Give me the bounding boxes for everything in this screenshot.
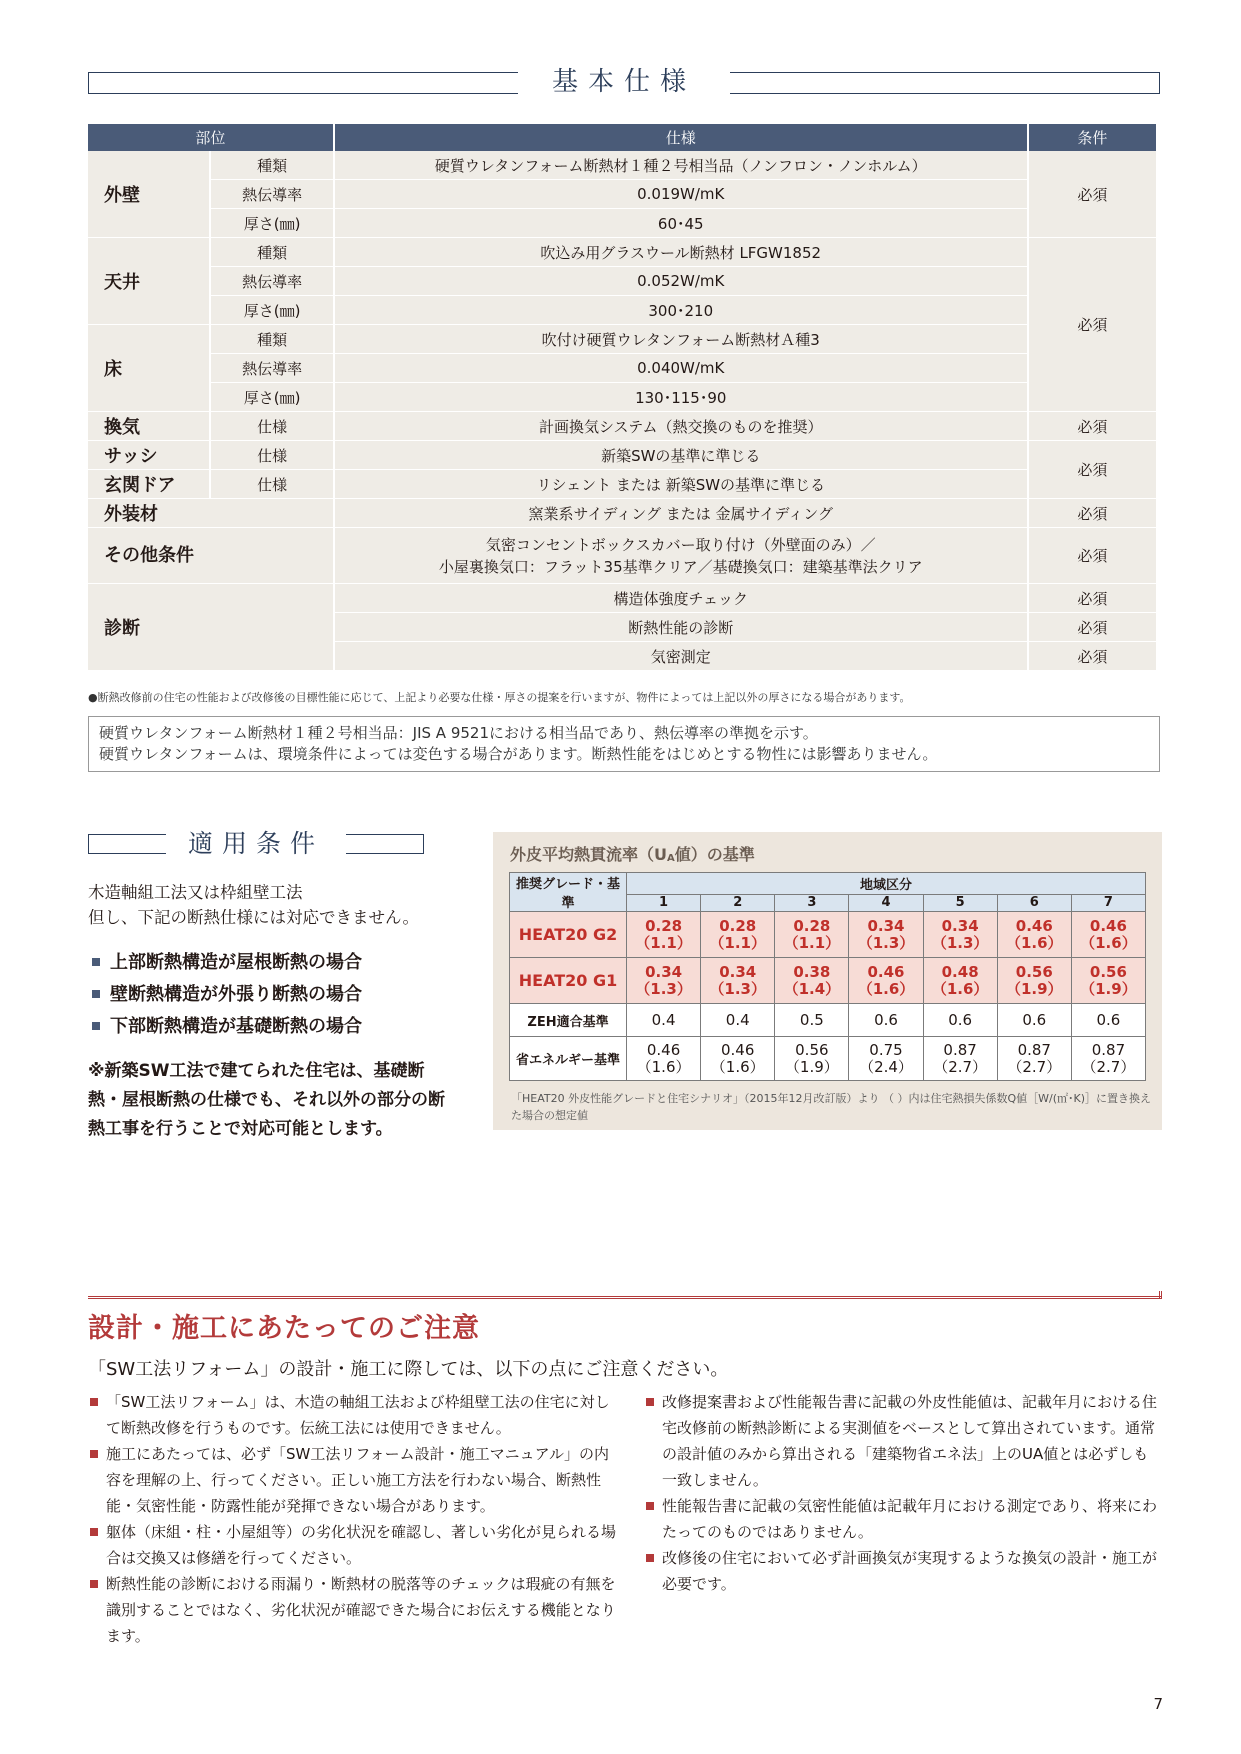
sub-label: 厚さ(㎜) bbox=[211, 383, 332, 412]
sub-label: 厚さ(㎜) bbox=[211, 209, 332, 238]
table-row bbox=[88, 584, 1156, 613]
list-item-text: 躯体（床組・柱・小屋組等）の劣化状況を確認し、著しい劣化が見られる場合は交換又は修繕を行ってください。 bbox=[106, 1523, 617, 1567]
ua-value: 0.4 bbox=[627, 1004, 701, 1037]
ua-q: （1.1） bbox=[635, 933, 692, 952]
spec-cell: 300･210 bbox=[335, 296, 1027, 325]
table-row bbox=[88, 325, 1156, 354]
req-cell: 必須 bbox=[1029, 441, 1156, 499]
spec-cell: 0.019W/mK bbox=[335, 180, 1027, 209]
region-cell: 7 bbox=[1071, 894, 1145, 911]
sub-label: 仕様 bbox=[211, 441, 332, 470]
part-floor: 床 bbox=[88, 325, 209, 412]
ua-q: （2.7） bbox=[933, 1057, 988, 1076]
ua-value: 0.56 bbox=[1015, 962, 1053, 981]
note-box bbox=[88, 716, 1160, 772]
table-row bbox=[88, 412, 1156, 441]
region-cell: 4 bbox=[849, 894, 923, 911]
ua-cell bbox=[627, 958, 701, 1004]
ua-row-g2 bbox=[510, 912, 1146, 958]
req-cell: 必須 bbox=[1029, 499, 1156, 528]
ua-value: 0.48 bbox=[941, 962, 979, 981]
conditions-list bbox=[88, 947, 448, 1043]
part-other: その他条件 bbox=[88, 528, 333, 584]
sub-label: 種類 bbox=[211, 238, 332, 267]
list-item-text: 改修提案書および性能報告書に記載の外皮性能値は、記載年月における住宅改修前の断熱診断による実測値をベースとして算出されています。通常の設計値のみから算出される「建築物省エネ法」上のUA値とは必ずしも一致しません。 bbox=[662, 1393, 1158, 1489]
ua-row-label: 省エネルギー基準 bbox=[510, 1037, 627, 1081]
list-item-text: 施工にあたっては、必ず「SW工法リフォーム設計・施工マニュアル」の内容を理解の上、行ってください。正しい施工方法を行わない場合、断熱性能・気密性能・防露性能が発揮できない場合があります。 bbox=[106, 1445, 610, 1515]
caution-title: 設計・施工にあたってのご注意 bbox=[88, 1313, 480, 1344]
ua-value: 0.46 bbox=[1015, 916, 1053, 935]
ua-cell bbox=[997, 958, 1071, 1004]
spec-cell: 60･45 bbox=[335, 209, 1027, 238]
ua-q: （1.3） bbox=[931, 933, 989, 952]
req-cell: 必須 bbox=[1029, 528, 1156, 584]
ua-row-energy bbox=[510, 1037, 1146, 1081]
ua-q: （1.9） bbox=[784, 1057, 839, 1076]
table-row bbox=[88, 296, 1156, 325]
ua-header-row bbox=[510, 873, 1146, 895]
list-item bbox=[644, 1493, 1162, 1545]
table-row bbox=[88, 499, 1156, 528]
ua-value: 0.28 bbox=[645, 916, 683, 935]
square-bullet-icon bbox=[92, 990, 100, 998]
part-diag: 診断 bbox=[88, 584, 333, 671]
spec-cell: リシェント または 新築SWの基準に準じる bbox=[335, 470, 1027, 499]
ua-row-label: HEAT20 G1 bbox=[510, 958, 627, 1004]
square-bullet-icon bbox=[646, 1398, 654, 1406]
ua-cell bbox=[701, 912, 775, 958]
ua-cell bbox=[701, 1037, 775, 1081]
table-row bbox=[88, 151, 1156, 180]
list-item bbox=[88, 1441, 618, 1519]
ua-row-label: HEAT20 G2 bbox=[510, 912, 627, 958]
ua-value: 0.46 bbox=[1089, 916, 1127, 935]
ua-value: 0.87 bbox=[1017, 1040, 1051, 1059]
ua-title bbox=[510, 842, 755, 865]
ua-q: （1.6） bbox=[1005, 933, 1063, 952]
part-outer-wall: 外壁 bbox=[88, 151, 209, 238]
ua-q: （1.4） bbox=[783, 979, 841, 998]
ua-value: 0.34 bbox=[719, 962, 757, 981]
ua-q: （1.9） bbox=[1080, 979, 1137, 998]
ua-cell bbox=[627, 1037, 701, 1081]
spec-cell: 硬質ウレタンフォーム断熱材１種２号相当品（ノンフロン・ノンホルム） bbox=[335, 151, 1027, 180]
ua-value: 0.46 bbox=[721, 1040, 755, 1059]
spec-cell: 130･115･90 bbox=[335, 383, 1027, 412]
part-sash: サッシ bbox=[88, 441, 209, 470]
spec-cell: 窯業系サイディング または 金属サイディング bbox=[335, 499, 1027, 528]
ua-value: 0.56 bbox=[795, 1040, 829, 1059]
ua-cell bbox=[1071, 1037, 1145, 1081]
table-row bbox=[88, 383, 1156, 412]
section-title-text: 基本仕様 bbox=[518, 62, 730, 102]
ua-cell bbox=[775, 912, 849, 958]
conditions-line: 但し、下記の断熱仕様には対応できません。 bbox=[88, 908, 419, 927]
ua-q: （1.6） bbox=[636, 1057, 691, 1076]
square-bullet-icon bbox=[92, 1022, 100, 1030]
ua-source-note: 「HEAT20 外皮性能グレードと住宅シナリオ」（2015年12月改訂版）より （ ）内は住宅熱損失係数Q値［W/(㎡･K)］に置き換えた場合の想定値 bbox=[511, 1092, 1152, 1122]
list-item-text: 壁断熱構造が外張り断熱の場合 bbox=[110, 984, 362, 1005]
region-cell: 6 bbox=[997, 894, 1071, 911]
table-row bbox=[88, 238, 1156, 267]
page-number: 7 bbox=[1153, 1695, 1163, 1713]
table-row bbox=[88, 528, 1156, 584]
note-line: 硬質ウレタンフォームは、環境条件によっては変色する場合があります。断熱性能をはじめとする物性には影響ありません。 bbox=[99, 745, 938, 763]
table-row bbox=[88, 470, 1156, 499]
ua-cell bbox=[627, 912, 701, 958]
header-part: 部位 bbox=[88, 124, 333, 151]
part-exterior: 外装材 bbox=[88, 499, 333, 528]
spec-cell: 吹込み用グラスウール断熱材 LFGW1852 bbox=[335, 238, 1027, 267]
sub-label: 種類 bbox=[211, 151, 332, 180]
list-item bbox=[88, 979, 448, 1011]
ua-value: 0.38 bbox=[793, 962, 831, 981]
ua-value: 0.6 bbox=[1071, 1004, 1145, 1037]
spec-cell: 0.040W/mK bbox=[335, 354, 1027, 383]
table-row bbox=[88, 180, 1156, 209]
ua-value: 0.6 bbox=[849, 1004, 923, 1037]
list-item-text: 断熱性能の診断における雨漏り・断熱材の脱落等のチェックは瑕疵の有無を識別することではなく、劣化状況が確認できた場合にお伝えする機能となります。 bbox=[106, 1575, 616, 1645]
req-cell: 必須 bbox=[1029, 584, 1156, 613]
ua-row-g1 bbox=[510, 958, 1146, 1004]
list-item bbox=[644, 1545, 1162, 1597]
region-cell: 5 bbox=[923, 894, 997, 911]
spec-cell: 新築SWの基準に準じる bbox=[335, 441, 1027, 470]
ua-q: （2.7） bbox=[1081, 1057, 1136, 1076]
ua-value: 0.75 bbox=[869, 1040, 903, 1059]
spec-line: 気密コンセントボックスカバー取り付け（外壁面のみ）／ bbox=[485, 535, 876, 554]
ua-q: （1.6） bbox=[1080, 933, 1137, 952]
note-line: 硬質ウレタンフォーム断熱材１種２号相当品：JIS A 9521における相当品であり、熱伝導率の準拠を示す。 bbox=[99, 724, 818, 742]
table-row bbox=[88, 209, 1156, 238]
ua-q: （1.1） bbox=[709, 933, 766, 952]
sub-label: 熱伝導率 bbox=[211, 180, 332, 209]
spec-cell: 構造体強度チェック bbox=[335, 584, 1027, 613]
header-cond: 条件 bbox=[1029, 124, 1156, 151]
ua-q: （1.3） bbox=[857, 933, 915, 952]
ua-q: （2.7） bbox=[1007, 1057, 1062, 1076]
ua-cell bbox=[923, 1037, 997, 1081]
ua-value: 0.34 bbox=[941, 916, 979, 935]
ua-q: （1.6） bbox=[931, 979, 989, 998]
table-footnote: ●断熱改修前の住宅の性能および改修後の目標性能に応じて、上記より必要な仕様・厚さの提案を行いますが、物件によっては上記以外の厚さになる場合があります。 bbox=[88, 691, 911, 704]
ua-title-pre: 外皮平均熱貫流率（U bbox=[510, 845, 667, 864]
ua-value: 0.4 bbox=[701, 1004, 775, 1037]
caution-lead: 「SW工法リフォーム」の設計・施工に際しては、以下の点にご注意ください。 bbox=[88, 1359, 729, 1380]
ua-table bbox=[509, 872, 1146, 1081]
list-item bbox=[88, 1571, 618, 1649]
list-item-text: 上部断熱構造が屋根断熱の場合 bbox=[110, 952, 362, 973]
ua-row-zeh bbox=[510, 1004, 1146, 1037]
ua-q: （2.4） bbox=[859, 1057, 913, 1076]
ua-q: （1.6） bbox=[857, 979, 915, 998]
ua-value: 0.6 bbox=[997, 1004, 1071, 1037]
req-cell: 必須 bbox=[1029, 151, 1156, 238]
ua-cell bbox=[997, 1037, 1071, 1081]
ua-value: 0.6 bbox=[923, 1004, 997, 1037]
req-cell: 必須 bbox=[1029, 642, 1156, 671]
section-title-conditions bbox=[88, 826, 424, 862]
ua-title-sub: A bbox=[667, 853, 675, 864]
ua-value: 0.46 bbox=[646, 1040, 681, 1059]
spec-cell bbox=[335, 528, 1027, 584]
table-row bbox=[88, 267, 1156, 296]
list-item-text: 性能報告書に記載の気密性能値は記載年月における測定であり、将来にわたってのものではありません。 bbox=[662, 1497, 1158, 1541]
caution-col-right bbox=[644, 1389, 1162, 1597]
req-cell: 必須 bbox=[1029, 613, 1156, 642]
conditions-text bbox=[88, 880, 448, 930]
ua-q: （1.1） bbox=[783, 933, 841, 952]
spec-table bbox=[86, 124, 1158, 671]
ua-title-post: 値）の基準 bbox=[674, 845, 755, 864]
ua-col-grade: 推奨グレード・基準 bbox=[510, 873, 627, 912]
section-title-basic-spec bbox=[88, 62, 1160, 102]
ua-row-label: ZEH適合基準 bbox=[510, 1004, 627, 1037]
ua-cell bbox=[923, 958, 997, 1004]
conditions-note: ※新築SW工法で建てられた住宅は、基礎断熱・屋根断熱の仕様でも、それ以外の部分の断熱工事を行うことで対応可能とします。 bbox=[88, 1061, 445, 1139]
square-bullet-icon bbox=[90, 1450, 98, 1458]
ua-q: （1.6） bbox=[710, 1057, 765, 1076]
header-spec: 仕様 bbox=[335, 124, 1027, 151]
ua-cell bbox=[775, 958, 849, 1004]
spec-cell: 気密測定 bbox=[335, 642, 1027, 671]
spec-cell: 0.052W/mK bbox=[335, 267, 1027, 296]
ua-value: 0.87 bbox=[1091, 1040, 1126, 1059]
part-door: 玄関ドア bbox=[88, 470, 209, 499]
part-ceiling: 天井 bbox=[88, 238, 209, 325]
list-item-text: 改修後の住宅において必ず計画換気が実現するような換気の設計・施工が必要です。 bbox=[662, 1549, 1158, 1593]
ua-value: 0.28 bbox=[793, 916, 831, 935]
region-cell: 1 bbox=[627, 894, 701, 911]
ua-value: 0.5 bbox=[775, 1004, 849, 1037]
section-title-text: 適用条件 bbox=[166, 826, 346, 862]
ua-cell bbox=[1071, 912, 1145, 958]
list-item bbox=[88, 1011, 448, 1043]
square-bullet-icon bbox=[90, 1528, 98, 1536]
table-row bbox=[88, 354, 1156, 383]
ua-value: 0.28 bbox=[719, 916, 757, 935]
list-item bbox=[88, 947, 448, 979]
conditions-line: 木造軸組工法又は枠組壁工法 bbox=[88, 883, 303, 902]
req-cell: 必須 bbox=[1029, 412, 1156, 441]
ua-q: （1.3） bbox=[709, 979, 766, 998]
square-bullet-icon bbox=[90, 1398, 98, 1406]
spec-cell: 吹付け硬質ウレタンフォーム断熱材Ａ種3 bbox=[335, 325, 1027, 354]
spec-line: 小屋裏換気口：フラット35基準クリア／基礎換気口：建築基準法クリア bbox=[438, 557, 923, 576]
sub-label: 仕様 bbox=[211, 412, 332, 441]
region-cell: 3 bbox=[775, 894, 849, 911]
caution-divider bbox=[88, 1296, 1162, 1299]
ua-cell bbox=[849, 1037, 923, 1081]
req-cell: 必須 bbox=[1029, 238, 1156, 412]
list-item-text: 「SW工法リフォーム」は、木造の軸組工法および枠組壁工法の住宅に対して断熱改修を行うものです。伝統工法には使用できません。 bbox=[106, 1393, 610, 1437]
ua-cell bbox=[849, 958, 923, 1004]
list-item-text: 下部断熱構造が基礎断熱の場合 bbox=[110, 1016, 362, 1037]
square-bullet-icon bbox=[92, 958, 100, 966]
ua-cell bbox=[775, 1037, 849, 1081]
ua-cell bbox=[849, 912, 923, 958]
list-item bbox=[88, 1389, 618, 1441]
caution-col-left bbox=[88, 1389, 618, 1649]
spec-cell: 計画換気システム（熱交換のものを推奨） bbox=[335, 412, 1027, 441]
ua-value: 0.87 bbox=[943, 1040, 977, 1059]
sub-label: 仕様 bbox=[211, 470, 332, 499]
ua-value: 0.46 bbox=[867, 962, 905, 981]
ua-value: 0.56 bbox=[1089, 962, 1127, 981]
square-bullet-icon bbox=[646, 1502, 654, 1510]
part-vent: 換気 bbox=[88, 412, 209, 441]
table-row bbox=[88, 441, 1156, 470]
ua-panel bbox=[493, 832, 1162, 1130]
sub-label: 熱伝導率 bbox=[211, 267, 332, 296]
divider-tick bbox=[1159, 1291, 1162, 1299]
ua-value: 0.34 bbox=[645, 962, 683, 981]
ua-value: 0.34 bbox=[867, 916, 905, 935]
sub-label: 厚さ(㎜) bbox=[211, 296, 332, 325]
square-bullet-icon bbox=[90, 1580, 98, 1588]
ua-q: （1.9） bbox=[1005, 979, 1063, 998]
ua-col-region: 地域区分 bbox=[627, 873, 1146, 895]
ua-cell bbox=[1071, 958, 1145, 1004]
spec-header-row bbox=[88, 124, 1156, 151]
region-cell: 2 bbox=[701, 894, 775, 911]
sub-label: 種類 bbox=[211, 325, 332, 354]
ua-q: （1.3） bbox=[635, 979, 692, 998]
square-bullet-icon bbox=[646, 1554, 654, 1562]
sub-label: 熱伝導率 bbox=[211, 354, 332, 383]
ua-cell bbox=[923, 912, 997, 958]
ua-cell bbox=[997, 912, 1071, 958]
spec-cell: 断熱性能の診断 bbox=[335, 613, 1027, 642]
ua-cell bbox=[701, 958, 775, 1004]
list-item bbox=[88, 1519, 618, 1571]
list-item bbox=[644, 1389, 1162, 1493]
